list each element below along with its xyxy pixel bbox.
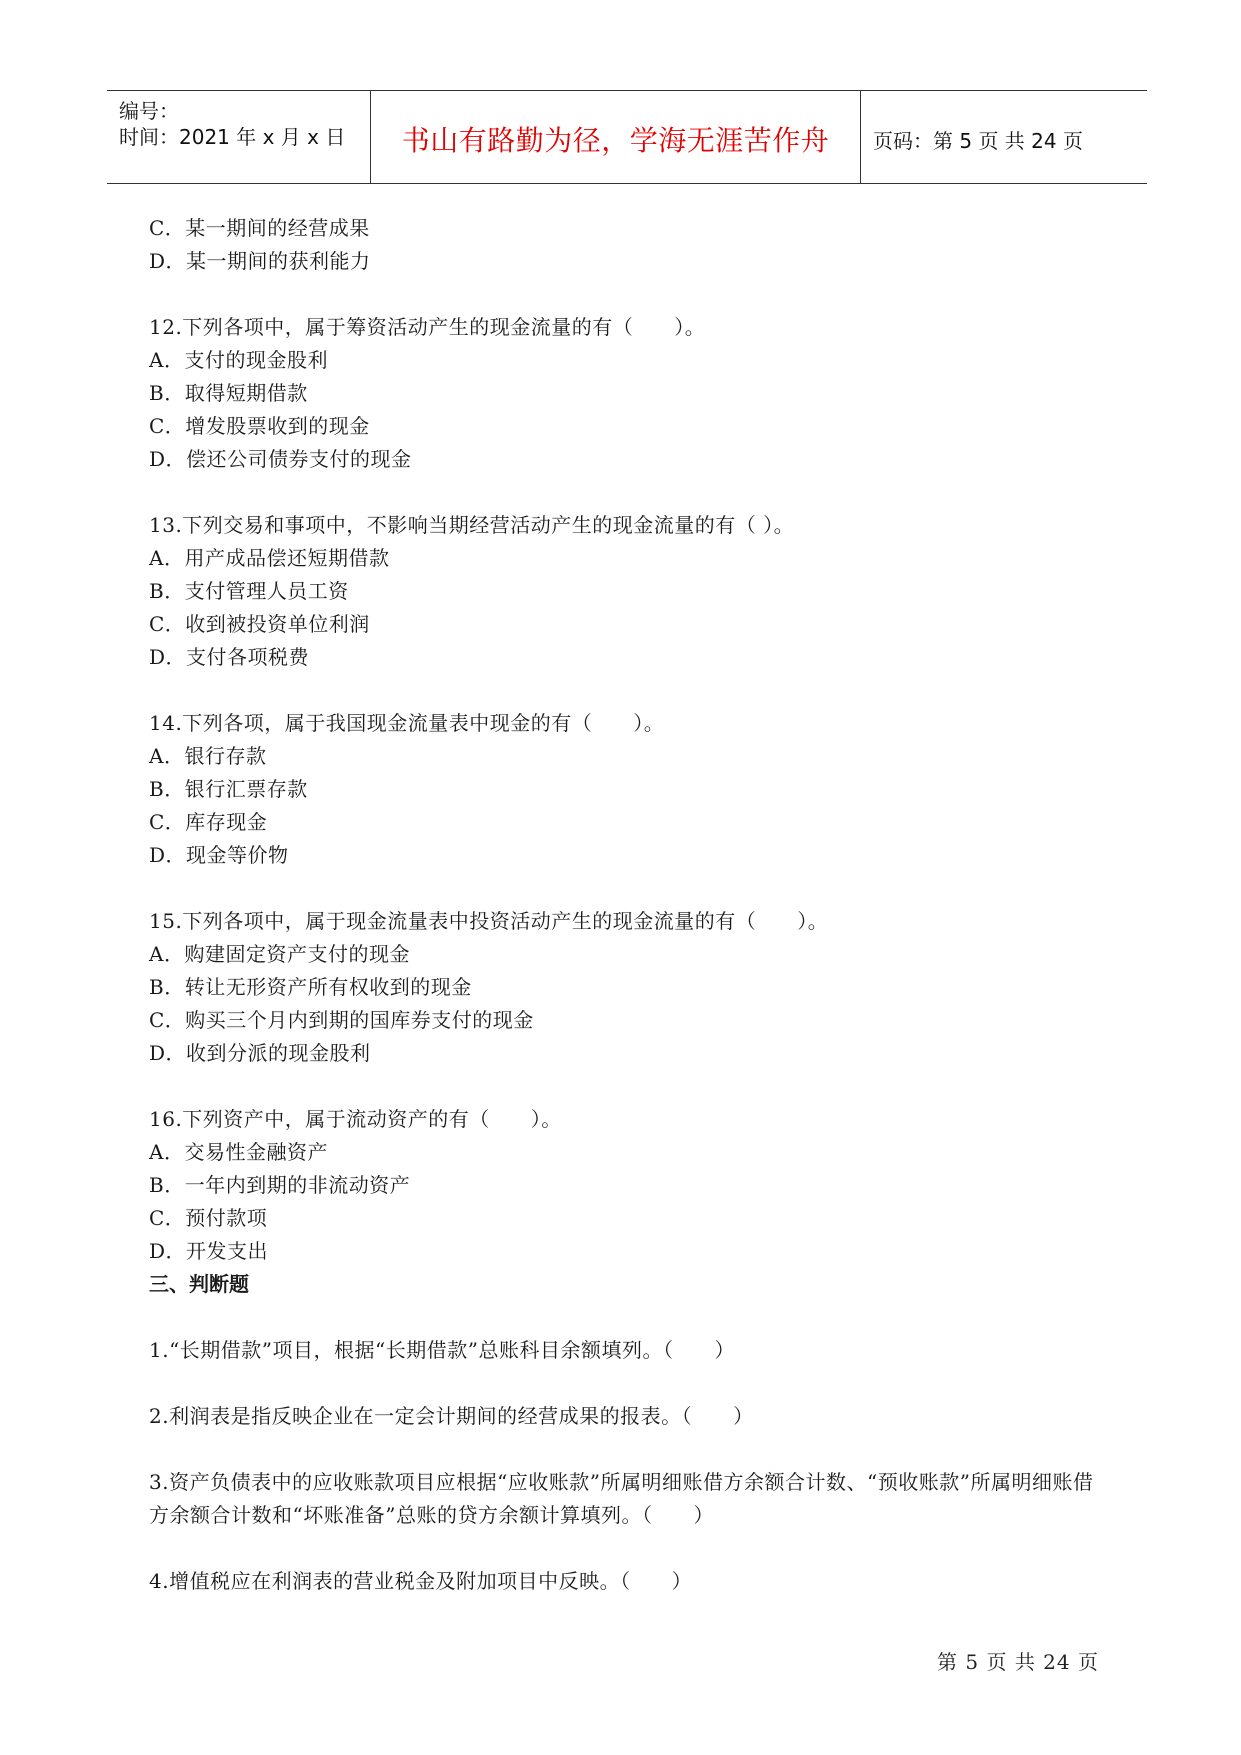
question-stem: 13.下列交易和事项中，不影响当期经营活动产生的现金流量的有（ ）。	[149, 513, 795, 537]
option-line: A．银行存款	[149, 744, 267, 768]
serial-number-label: 编号：	[119, 99, 179, 123]
option-line: D．现金等价物	[149, 843, 289, 867]
option-line: C．某一期间的经营成果	[149, 216, 370, 240]
question-stem: 12.下列各项中，属于筹资活动产生的现金流量的有（ ）。	[149, 315, 706, 339]
option-line: D．开发支出	[149, 1239, 269, 1263]
option-line: D．某一期间的获利能力	[149, 249, 371, 273]
option-line: B．支付管理人员工资	[149, 579, 349, 603]
option-line: D．收到分派的现金股利	[149, 1041, 371, 1065]
option-line: C．收到被投资单位利润	[149, 612, 370, 636]
option-line: A．用产成品偿还短期借款	[149, 546, 390, 570]
header-info-cell	[107, 91, 371, 183]
question-stem: 15.下列各项中，属于现金流量表中投资活动产生的现金流量的有（ ）。	[149, 909, 829, 933]
question-stem: 14.下列各项，属于我国现金流量表中现金的有（ ）。	[149, 711, 665, 735]
footer-page-number: 第 5 页 共 24 页	[937, 1650, 1099, 1674]
option-line: A．交易性金融资产	[149, 1140, 328, 1164]
header-page-number: 页码：第 5 页 共 24 页	[873, 129, 1083, 153]
judgment-item: 4.增值税应在利润表的营业税金及附加项目中反映。（ ）	[149, 1569, 693, 1593]
header-page-cell	[861, 91, 1147, 183]
option-line: C．预付款项	[149, 1206, 268, 1230]
page-header	[107, 90, 1147, 184]
option-line: B．转让无形资产所有权收到的现金	[149, 975, 472, 999]
judgment-item: 1.“长期借款”项目，根据“长期借款”总账科目余额填列。（ ）	[149, 1338, 735, 1362]
judgment-item: 3.资产负债表中的应收账款项目应根据“应收账款”所属明细账借方余额合计数、“预收账款”所属明细账借方余额合计数和“坏账准备”总账的贷方余额计算填列。（ ）	[149, 1470, 1094, 1527]
option-line: D．偿还公司债券支付的现金	[149, 447, 412, 471]
option-line: B．一年内到期的非流动资产	[149, 1173, 411, 1197]
judgment-item: 2.利润表是指反映企业在一定会计期间的经营成果的报表。（ ）	[149, 1404, 754, 1428]
option-line: A．支付的现金股利	[149, 348, 328, 372]
option-line: C．库存现金	[149, 810, 268, 834]
option-line: C．购买三个月内到期的国库券支付的现金	[149, 1008, 534, 1032]
header-motto-cell	[371, 91, 861, 183]
option-line: A．购建固定资产支付的现金	[149, 942, 410, 966]
option-line: D．支付各项税费	[149, 645, 310, 669]
option-line: C．增发股票收到的现金	[149, 414, 370, 438]
option-line: B．取得短期借款	[149, 381, 308, 405]
motto-text: 书山有路勤为径，学海无涯苦作舟	[401, 124, 830, 157]
question-stem: 16.下列资产中，属于流动资产的有（ ）。	[149, 1107, 562, 1131]
section-title: 三、判断题	[149, 1272, 249, 1296]
date-label: 时间：2021 年 x 月 x 日	[119, 125, 346, 149]
option-line: B．银行汇票存款	[149, 777, 308, 801]
document-body	[149, 212, 1109, 1598]
